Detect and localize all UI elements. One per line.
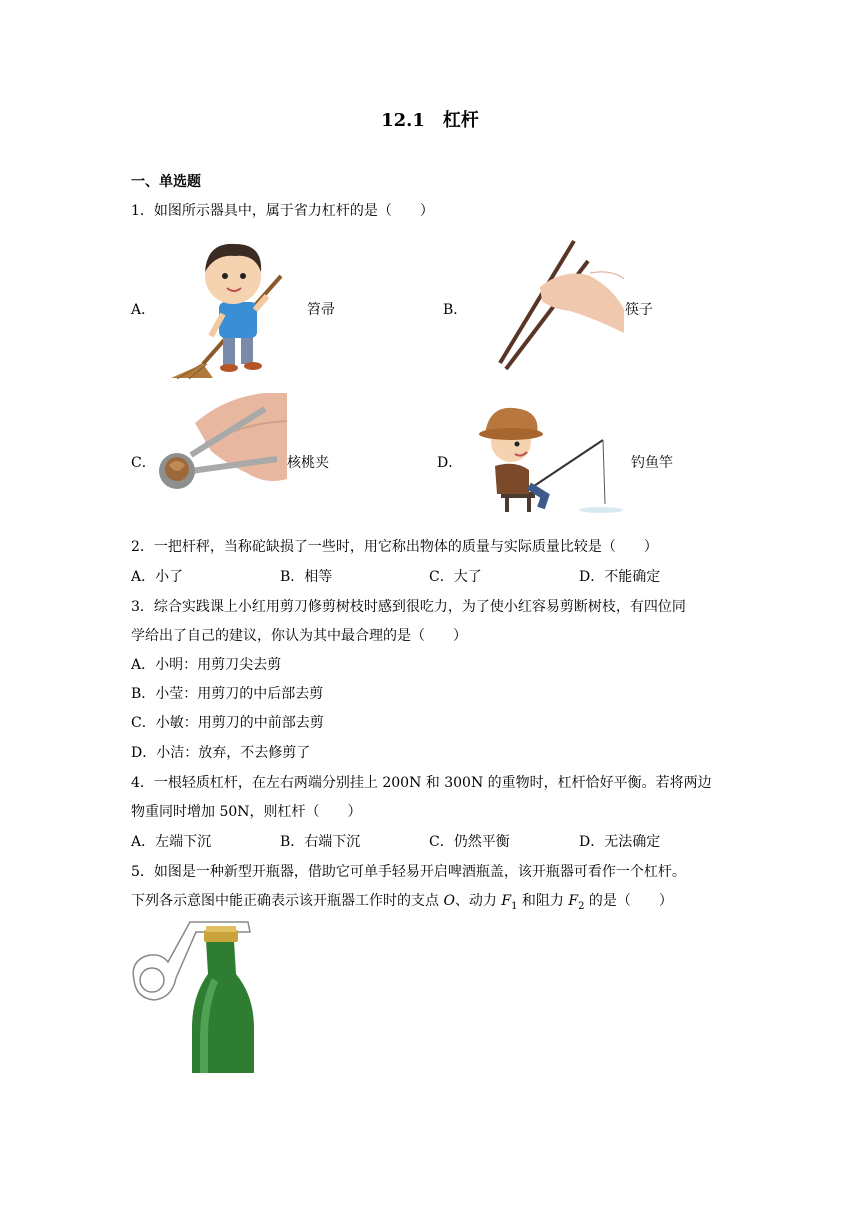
- fishing-boy-illustration: [471, 404, 626, 514]
- q1-option-b-label: 筷子: [625, 302, 653, 318]
- page-title: 12.1 杠杆: [381, 110, 479, 131]
- section-heading: 一、单选题: [131, 174, 201, 190]
- q3-option-b: B．小莹：用剪刀的中后部去剪: [131, 686, 324, 702]
- q2-option-a: A．小了: [131, 569, 184, 585]
- question-4-stem-line1: 4．一根轻质杠杆，在左右两端分别挂上 200N 和 300N 的重物时，杠杆恰好平衡。若将两边: [131, 775, 712, 791]
- q2-option-b: B．相等: [280, 569, 333, 585]
- q1-option-a-letter: A．: [131, 302, 156, 318]
- sweeping-boy-illustration: [163, 236, 288, 381]
- question-5-stem-line1: 5．如图是一种新型开瓶器，借助它可单手轻易开启啤酒瓶盖，该开瓶器可看作一个杠杆。: [131, 864, 686, 880]
- q4-option-b: B．右端下沉: [280, 834, 361, 850]
- q1-option-a-label: 笤帚: [307, 302, 335, 318]
- question-3-stem-line1: 3．综合实践课上小红用剪刀修剪树枝时感到很吃力，为了使小红容易剪断树枝，有四位同: [131, 599, 686, 615]
- q3-option-c: C．小敏：用剪刀的中前部去剪: [131, 715, 324, 731]
- q4-option-a: A．左端下沉: [131, 834, 212, 850]
- q2-option-d: D．不能确定: [579, 569, 661, 585]
- q1-option-c-label: 核桃夹: [287, 455, 329, 471]
- q1-option-d-label: 钓鱼竿: [631, 455, 673, 471]
- question-3-stem-line2: 学给出了自己的建议，你认为其中最合理的是（ ）: [131, 628, 467, 644]
- question-2-stem: 2．一把杆秤，当称砣缺损了一些时，用它称出物体的质量与实际质量比较是（ ）: [131, 539, 658, 555]
- nutcracker-illustration: [155, 393, 287, 495]
- question-5-stem-line2: 下列各示意图中能正确表示该开瓶器工作时的支点 O、动力 $F_1$ 和阻力 $F_2$ 的是（ ）: [131, 893, 673, 912]
- bottle-opener-illustration: [128, 918, 258, 1073]
- q1-option-d-letter: D．: [437, 455, 463, 471]
- q4-option-d: D．无法确定: [579, 834, 661, 850]
- question-1-stem: 1．如图所示器具中，属于省力杠杆的是（ ）: [131, 203, 434, 219]
- q2-option-c: C．大了: [429, 569, 482, 585]
- q1-option-c-letter: C．: [131, 455, 156, 471]
- q3-option-a: A．小明：用剪刀尖去剪: [131, 657, 282, 673]
- chopsticks-illustration: [496, 239, 626, 371]
- q1-option-b-letter: B．: [443, 302, 468, 318]
- q3-option-d: D．小洁：放弃，不去修剪了: [131, 745, 311, 761]
- question-4-stem-line2: 物重同时增加 50N，则杠杆（ ）: [131, 804, 362, 820]
- q4-option-c: C．仍然平衡: [429, 834, 510, 850]
